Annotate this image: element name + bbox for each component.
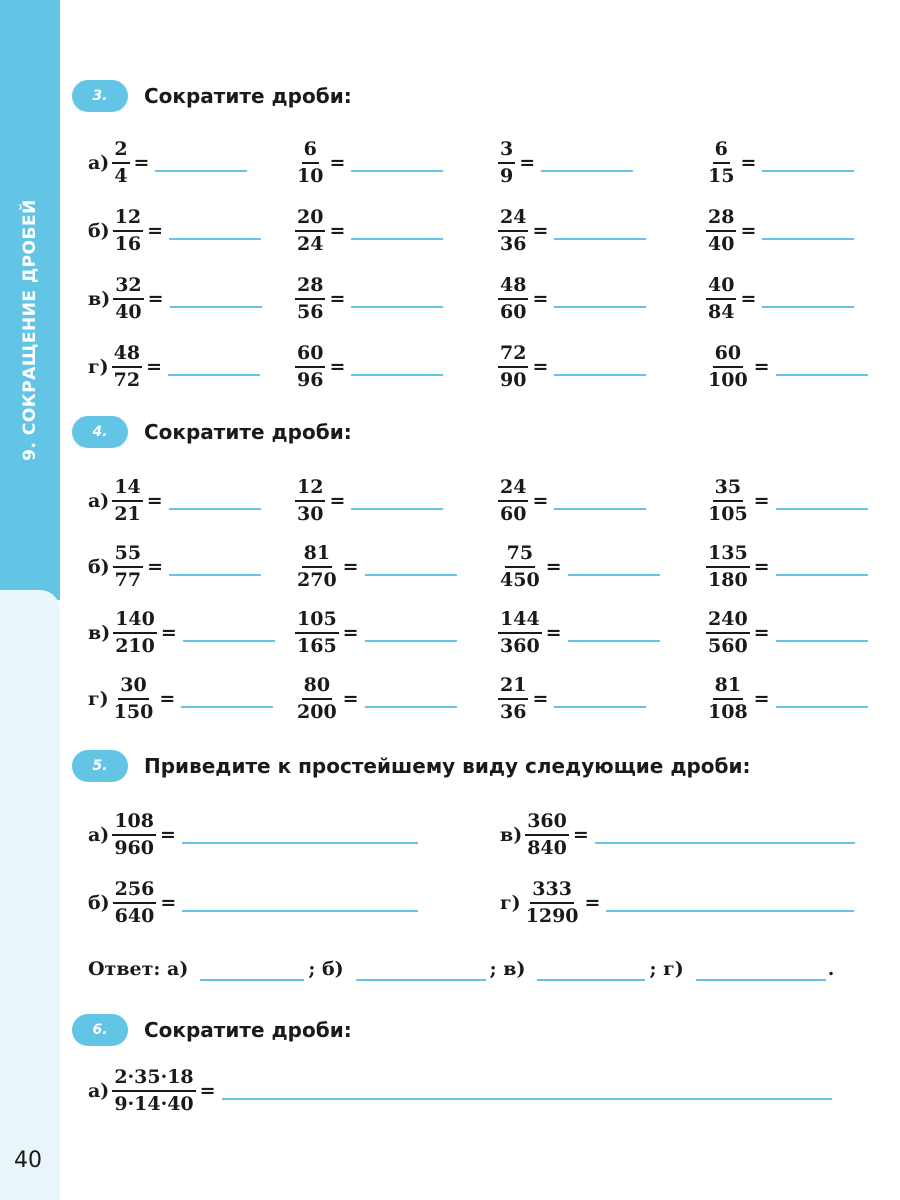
denominator: 96 <box>297 369 324 391</box>
fraction-item <box>706 478 868 524</box>
answer-blank[interactable] <box>776 573 868 576</box>
answer-blank[interactable] <box>168 373 260 376</box>
equals-sign: = <box>532 688 549 710</box>
fraction <box>295 544 339 590</box>
equals-sign: = <box>160 622 177 644</box>
answer-blank[interactable] <box>365 639 457 642</box>
fraction-item <box>88 276 262 322</box>
denominator: 4 <box>114 165 128 187</box>
fraction-item <box>706 276 854 322</box>
fraction <box>706 276 736 322</box>
answer-blank[interactable] <box>170 305 262 308</box>
numerator: 135 <box>706 544 750 568</box>
answer-blank-a[interactable] <box>200 978 304 981</box>
equals-sign: = <box>753 490 770 512</box>
numerator: 30 <box>118 676 148 700</box>
answer-blank-b[interactable] <box>356 978 486 981</box>
fraction <box>113 208 143 254</box>
fraction <box>112 140 129 186</box>
exercise-4-badge: 4. <box>72 416 128 448</box>
numerator: 75 <box>505 544 535 568</box>
denominator: 36 <box>500 701 527 723</box>
fraction <box>498 140 515 186</box>
fraction-item <box>706 140 854 186</box>
answer-blank[interactable] <box>351 237 443 240</box>
numerator: 60 <box>295 344 325 368</box>
answer-blank[interactable] <box>554 507 646 510</box>
exercise-4-title: Сократите дроби: <box>144 420 352 444</box>
answer-blank[interactable] <box>351 373 443 376</box>
exercise-5-badge: 5. <box>72 750 128 782</box>
equals-sign: = <box>342 688 359 710</box>
answer-blank[interactable] <box>351 507 443 510</box>
denominator: 16 <box>114 233 142 255</box>
numerator: 256 <box>113 880 157 904</box>
denominator: 90 <box>500 369 527 391</box>
equals-sign: = <box>740 288 757 310</box>
equals-sign: = <box>532 288 549 310</box>
equals-sign: = <box>545 556 562 578</box>
fraction <box>295 478 325 524</box>
fraction <box>113 544 143 590</box>
equals-sign: = <box>532 356 549 378</box>
denominator: 840 <box>527 837 567 859</box>
item-label: в) <box>500 824 523 846</box>
fraction-item <box>295 208 443 254</box>
answer-blank[interactable] <box>182 909 418 912</box>
answer-blank[interactable] <box>222 1097 832 1100</box>
answer-blank[interactable] <box>554 373 646 376</box>
exercise-5-item-b <box>88 880 418 926</box>
denominator: 24 <box>297 233 324 255</box>
answer-blank[interactable] <box>365 573 457 576</box>
equals-sign: = <box>753 556 770 578</box>
answer-blank[interactable] <box>568 639 660 642</box>
fraction <box>706 208 736 254</box>
exercise-3-title: Сократите дроби: <box>144 84 352 108</box>
exercise-5-header <box>72 748 751 784</box>
fraction-item <box>295 478 443 524</box>
numerator: 40 <box>706 276 736 300</box>
equals-sign: = <box>199 1080 216 1102</box>
answer-blank[interactable] <box>183 639 275 642</box>
answer-blank[interactable] <box>182 841 418 844</box>
fraction <box>112 344 142 390</box>
fraction-item <box>706 208 854 254</box>
numerator: 333 <box>530 880 574 904</box>
numerator: 12 <box>295 478 325 502</box>
equals-sign: = <box>329 356 346 378</box>
fraction-item <box>498 208 646 254</box>
fraction-item <box>706 344 868 390</box>
fraction <box>112 676 156 722</box>
denominator: 60 <box>500 503 527 525</box>
fraction-item <box>88 478 261 524</box>
answer-blank[interactable] <box>181 705 273 708</box>
fraction <box>498 208 528 254</box>
item-label: г) <box>500 892 521 914</box>
row-label: в) <box>88 288 111 310</box>
row-label: г) <box>88 356 109 378</box>
denominator: 270 <box>297 569 337 591</box>
fraction <box>498 676 528 722</box>
fraction <box>295 676 339 722</box>
fraction <box>706 544 750 590</box>
fraction-item <box>295 276 443 322</box>
answer-blank[interactable] <box>541 169 633 172</box>
numerator: 140 <box>113 610 157 634</box>
equals-sign: = <box>147 220 164 242</box>
fraction-item <box>706 544 868 590</box>
equals-sign: = <box>159 688 176 710</box>
numerator: 6 <box>302 140 319 164</box>
denominator: 100 <box>708 369 748 391</box>
denominator: 77 <box>114 569 142 591</box>
denominator: 30 <box>297 503 324 525</box>
denominator: 108 <box>708 701 748 723</box>
page-number: 40 <box>14 1148 42 1173</box>
numerator: 72 <box>498 344 528 368</box>
exercise-3-badge: 3. <box>72 80 128 112</box>
fraction <box>706 140 736 186</box>
fraction-item <box>295 544 457 590</box>
denominator: 40 <box>115 301 142 323</box>
fraction <box>498 276 528 322</box>
fraction <box>706 478 750 524</box>
exercise-6-header <box>72 1012 352 1048</box>
equals-sign: = <box>146 490 163 512</box>
numerator: 2 <box>112 140 129 164</box>
fraction <box>112 1068 195 1114</box>
fraction <box>295 140 325 186</box>
equals-sign: = <box>532 220 549 242</box>
equals-sign: = <box>342 556 359 578</box>
denominator: 36 <box>500 233 527 255</box>
equals-sign: = <box>160 892 177 914</box>
answer-blank[interactable] <box>776 639 868 642</box>
fraction-item <box>498 676 646 722</box>
numerator: 80 <box>302 676 332 700</box>
answer-blank[interactable] <box>169 237 261 240</box>
answer-blank-v[interactable] <box>537 978 645 981</box>
numerator: 28 <box>706 208 736 232</box>
numerator: 144 <box>498 610 542 634</box>
fraction-item <box>498 478 646 524</box>
equals-sign: = <box>740 152 757 174</box>
answer-blank[interactable] <box>169 573 261 576</box>
answer-blank[interactable] <box>606 909 854 912</box>
row-label: а) <box>88 490 110 512</box>
answer-end: . <box>827 957 835 980</box>
exercise-6-item-a <box>88 1068 832 1114</box>
numerator: 48 <box>112 344 142 368</box>
fraction-item <box>706 610 868 656</box>
answer-blank[interactable] <box>554 237 646 240</box>
item-label: а) <box>88 824 110 846</box>
exercise-5-answer-row <box>88 956 840 981</box>
fraction <box>112 478 142 524</box>
answer-blank[interactable] <box>365 705 457 708</box>
answer-blank[interactable] <box>776 507 868 510</box>
numerator: 240 <box>706 610 750 634</box>
answer-blank[interactable] <box>595 841 855 844</box>
denominator: 105 <box>708 503 748 525</box>
numerator: 14 <box>112 478 142 502</box>
row-label: в) <box>88 622 111 644</box>
row-label: б) <box>88 556 110 578</box>
fraction-item <box>88 544 261 590</box>
numerator: 3 <box>498 140 515 164</box>
answer-sep-g: ; г) <box>649 957 684 980</box>
equals-sign: = <box>133 152 150 174</box>
fraction <box>706 610 750 656</box>
fraction <box>498 344 528 390</box>
answer-prefix: Ответ: а) <box>88 957 189 980</box>
answer-blank[interactable] <box>351 169 443 172</box>
equals-sign: = <box>147 288 164 310</box>
fraction <box>113 276 143 322</box>
fraction-item <box>498 344 646 390</box>
fraction-item <box>295 344 443 390</box>
equals-sign: = <box>545 622 562 644</box>
equals-sign: = <box>329 288 346 310</box>
denominator: 72 <box>113 369 141 391</box>
answer-blank[interactable] <box>351 305 443 308</box>
equals-sign: = <box>584 892 601 914</box>
equals-sign: = <box>753 356 770 378</box>
equals-sign: = <box>753 622 770 644</box>
exercise-5-title: Приведите к простейшему виду следующие дроби: <box>144 754 751 778</box>
denominator: 21 <box>114 503 141 525</box>
fraction-item <box>295 140 443 186</box>
fraction <box>112 812 156 858</box>
answer-blank[interactable] <box>169 507 261 510</box>
denominator: 200 <box>297 701 337 723</box>
fraction <box>525 812 569 858</box>
fraction-item <box>498 610 660 656</box>
exercise-5-item-g <box>500 880 854 926</box>
answer-sep-b: ; б) <box>308 957 344 980</box>
fraction-item <box>88 140 247 186</box>
fraction-item <box>706 676 868 722</box>
denominator: 9 <box>500 165 514 187</box>
fraction-item <box>498 544 660 590</box>
fraction <box>295 208 325 254</box>
numerator: 21 <box>498 676 528 700</box>
chapter-title: 9. СОКРАЩЕНИЕ ДРОБЕЙ <box>20 199 40 461</box>
fraction <box>113 880 157 926</box>
equals-sign: = <box>147 556 164 578</box>
numerator: 24 <box>498 478 528 502</box>
item-label: а) <box>88 1080 110 1102</box>
equals-sign: = <box>572 824 589 846</box>
denominator: 9·14·40 <box>114 1093 194 1115</box>
fraction <box>113 610 157 656</box>
fraction <box>295 276 325 322</box>
fraction <box>498 478 528 524</box>
numerator: 12 <box>113 208 143 232</box>
equals-sign: = <box>740 220 757 242</box>
exercise-5-item-a <box>88 812 418 858</box>
fraction-item <box>295 610 457 656</box>
equals-sign: = <box>159 824 176 846</box>
numerator: 108 <box>112 812 156 836</box>
answer-blank[interactable] <box>155 169 247 172</box>
numerator: 24 <box>498 208 528 232</box>
row-label: а) <box>88 152 110 174</box>
numerator: 60 <box>713 344 743 368</box>
answer-blank[interactable] <box>762 169 854 172</box>
numerator: 105 <box>295 610 339 634</box>
denominator: 180 <box>708 569 748 591</box>
exercise-6-title: Сократите дроби: <box>144 1018 352 1042</box>
fraction-item <box>88 344 260 390</box>
fraction <box>706 344 750 390</box>
numerator: 48 <box>498 276 528 300</box>
fraction <box>295 344 325 390</box>
item-label: б) <box>88 892 110 914</box>
equals-sign: = <box>146 356 163 378</box>
denominator: 60 <box>500 301 527 323</box>
denominator: 960 <box>114 837 154 859</box>
equals-sign: = <box>329 490 346 512</box>
fraction-item <box>295 676 457 722</box>
numerator: 81 <box>713 676 743 700</box>
answer-blank[interactable] <box>554 705 646 708</box>
equals-sign: = <box>753 688 770 710</box>
fraction-item <box>88 610 275 656</box>
equals-sign: = <box>329 152 346 174</box>
fraction-item <box>498 276 646 322</box>
fraction <box>706 676 750 722</box>
denominator: 560 <box>708 635 748 657</box>
numerator: 28 <box>295 276 325 300</box>
denominator: 640 <box>114 905 155 927</box>
numerator: 6 <box>713 140 730 164</box>
answer-sep-v: ; в) <box>489 957 526 980</box>
answer-blank[interactable] <box>776 705 868 708</box>
numerator: 20 <box>295 208 325 232</box>
fraction <box>295 610 339 656</box>
sidebar-lower-panel <box>0 590 60 1200</box>
denominator: 450 <box>500 569 540 591</box>
denominator: 15 <box>708 165 735 187</box>
exercise-3-header <box>72 78 352 114</box>
equals-sign: = <box>519 152 536 174</box>
exercise-4-header <box>72 414 352 450</box>
equals-sign: = <box>532 490 549 512</box>
numerator: 360 <box>525 812 569 836</box>
denominator: 1290 <box>525 905 579 927</box>
denominator: 56 <box>297 301 324 323</box>
equals-sign: = <box>342 622 359 644</box>
fraction <box>498 610 542 656</box>
denominator: 360 <box>500 635 540 657</box>
row-label: б) <box>88 220 110 242</box>
numerator: 2·35·18 <box>112 1068 195 1092</box>
numerator: 81 <box>302 544 332 568</box>
denominator: 165 <box>297 635 337 657</box>
denominator: 40 <box>708 233 735 255</box>
answer-blank[interactable] <box>568 573 660 576</box>
answer-blank[interactable] <box>762 237 854 240</box>
fraction <box>524 880 581 926</box>
fraction <box>498 544 542 590</box>
numerator: 35 <box>713 478 743 502</box>
fraction-item <box>498 140 633 186</box>
answer-blank[interactable] <box>762 305 854 308</box>
numerator: 32 <box>113 276 143 300</box>
exercise-5-item-v <box>500 812 855 858</box>
answer-blank-g[interactable] <box>696 978 826 981</box>
denominator: 84 <box>708 301 735 323</box>
denominator: 210 <box>115 635 155 657</box>
denominator: 150 <box>113 701 154 723</box>
fraction-item <box>88 676 273 722</box>
fraction-item <box>88 208 261 254</box>
equals-sign: = <box>329 220 346 242</box>
row-label: г) <box>88 688 109 710</box>
numerator: 55 <box>113 544 143 568</box>
answer-blank[interactable] <box>776 373 868 376</box>
exercise-6-badge: 6. <box>72 1014 128 1046</box>
denominator: 10 <box>297 165 324 187</box>
answer-blank[interactable] <box>554 305 646 308</box>
